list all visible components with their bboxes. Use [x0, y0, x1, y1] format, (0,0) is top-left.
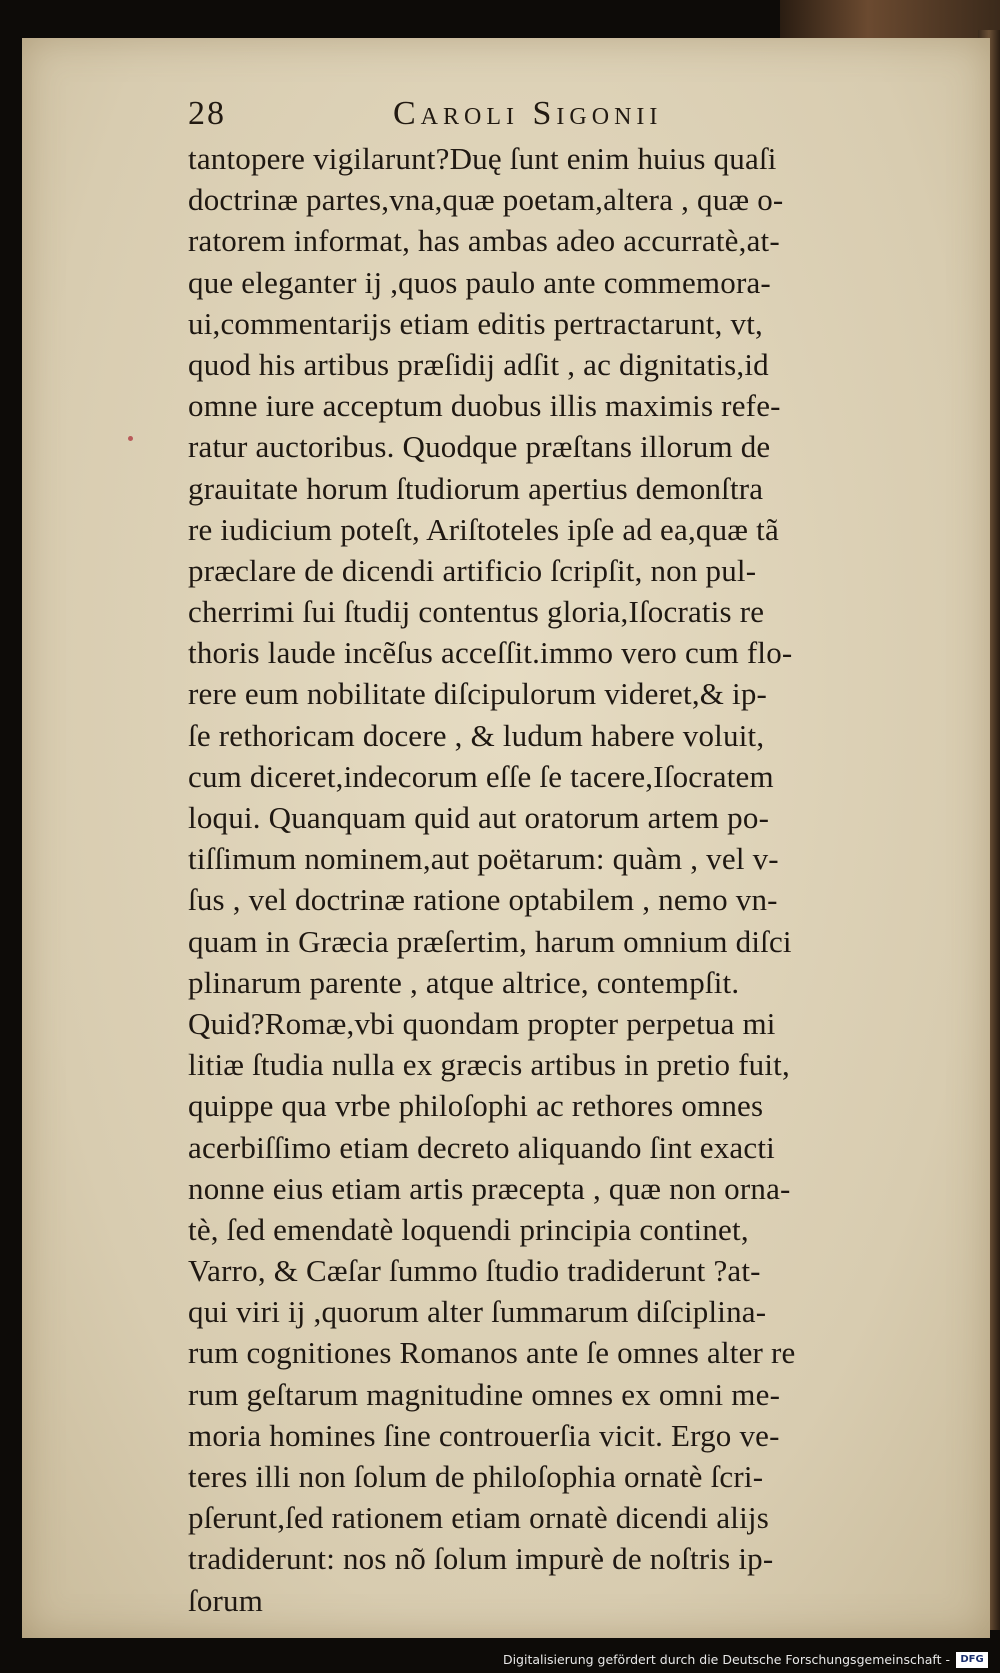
text-line: ratorem informat, has ambas adeo accurratè,at-: [188, 223, 780, 259]
text-line: quippe qua vrbe philoſophi ac rethores omnes: [188, 1088, 764, 1124]
text-line: acerbiſſimo etiam decreto aliquando ſint exacti: [188, 1129, 775, 1165]
scan-background-top: [780, 0, 1000, 42]
text-line: rum geſtarum magnitudine omnes ex omni me-: [188, 1376, 781, 1412]
text-line: tantopere vigilarunt?Duę ſunt enim huius quaſi: [188, 141, 777, 176]
dfg-logo: DFG: [956, 1652, 988, 1668]
text-line: tradiderunt: nos nõ ſolum impurè de noſtris ip-: [188, 1541, 774, 1577]
text-line: doctrinæ partes,vna,quæ poetam,altera , quæ o-: [188, 182, 784, 218]
text-line: thoris laude incẽſus acceſſit.immo vero cum flo-: [188, 635, 793, 671]
funding-credit: Digitalisierung gefördert durch die Deutsche Forschungsgemeinschaft -: [502, 1652, 950, 1667]
text-line: loqui. Quanquam quid aut oratorum artem po-: [188, 800, 770, 835]
text-line: quam in Græcia præſertim, harum omnium diſci: [188, 923, 792, 959]
text-line: que eleganter ij ,quos paulo ante commemora-: [188, 264, 771, 300]
text-line: Quid?Romæ,vbi quondam propter perpetua mi: [188, 1005, 776, 1041]
text-line: re iudicium poteſt, Ariſtoteles ipſe ad ea,quæ tã: [188, 511, 779, 547]
text-line: ui,commentarijs etiam editis pertractarunt, vt,: [188, 305, 763, 341]
text-line: teres illi non ſolum de philoſophia ornatè ſcri-: [188, 1459, 764, 1494]
text-line: plinarum parente , atque altrice, contempſit.: [188, 964, 740, 1000]
text-line: litiæ ſtudia nulla ex græcis artibus in pretio fuit,: [188, 1047, 790, 1083]
running-title: Caroli Sigonii: [393, 95, 663, 132]
text-line: tiſſimum nominem,aut poëtarum: quàm , vel v-: [188, 841, 779, 877]
text-line: ſorum: [188, 1582, 264, 1618]
text-line: grauitate horum ſtudiorum apertius demonſtra: [188, 470, 764, 506]
text-line: Varro, & Cæſar ſummo ſtudio tradiderunt ?at-: [188, 1253, 761, 1289]
page-number: 28: [188, 95, 226, 132]
text-line: quod his artibus præſidij adſit , ac dignitatis,id: [188, 346, 769, 382]
text-line: ſus , vel doctrinæ ratione optabilem , nemo vn-: [188, 882, 778, 918]
text-line: rum cognitiones Romanos ante ſe omnes alter re: [188, 1335, 796, 1371]
footer-bar: [0, 1650, 1000, 1673]
running-head: [188, 95, 788, 141]
text-line: nonne eius etiam artis præcepta , quæ non orna-: [188, 1170, 791, 1206]
text-line: omne iure acceptum duobus illis maximis refe-: [188, 388, 781, 424]
text-line: qui viri ij ,quorum alter ſummarum diſciplina-: [188, 1294, 767, 1330]
text-line: ſe rethoricam docere , & ludum habere voluit,: [188, 717, 765, 753]
margin-mark: [128, 436, 133, 441]
text-line: rere eum nobilitate diſcipulorum videret,& ip-: [188, 676, 768, 712]
body-text: [188, 138, 958, 1618]
text-line: moria homines ſine controuerſia vicit. Ergo ve-: [188, 1417, 780, 1453]
text-line: pſerunt,ſed rationem etiam ornatè dicendi alijs: [188, 1500, 769, 1536]
text-line: cum diceret,indecorum eſſe ſe tacere,Iſocratem: [188, 758, 774, 794]
text-line: cherrimi ſui ſtudij contentus gloria,Iſocratis re: [188, 594, 765, 630]
text-line: tè, ſed emendatè loquendi principia continet,: [188, 1211, 749, 1247]
text-line: præclare de dicendi artificio ſcripſit, non pul-: [188, 552, 757, 588]
text-line: ratur auctoribus. Quodque præſtans illorum de: [188, 429, 771, 465]
